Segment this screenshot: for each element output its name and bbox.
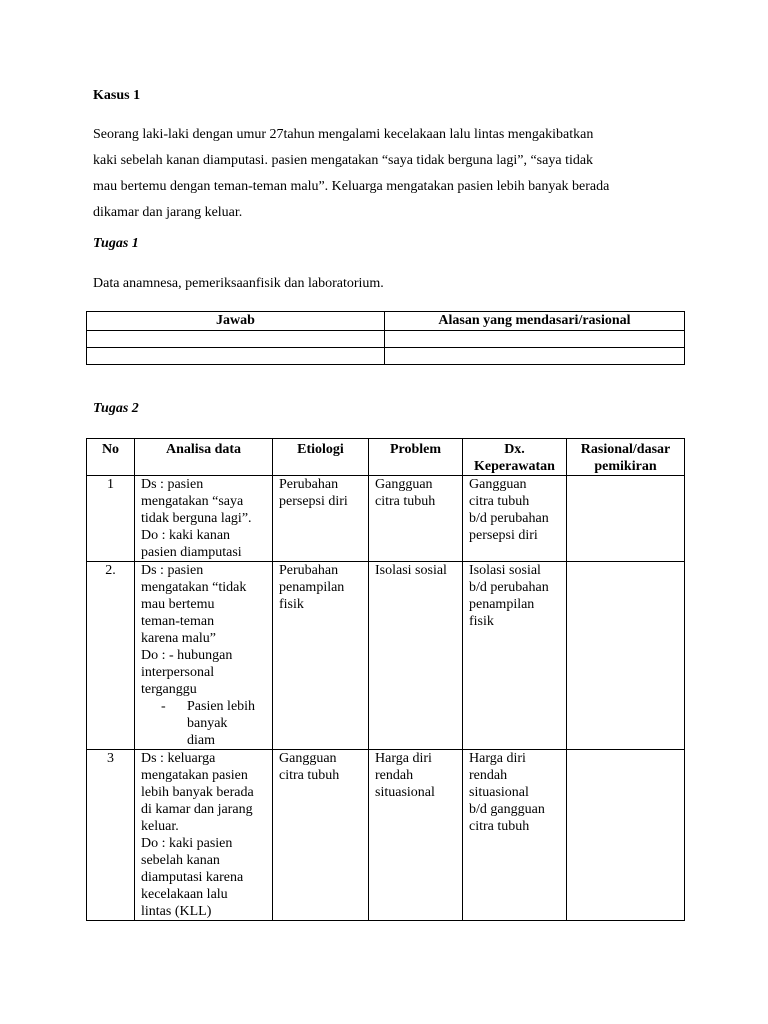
dx-cell bbox=[463, 562, 567, 750]
cell-line: Pasien lebih bbox=[187, 699, 256, 714]
rasional-cell[interactable] bbox=[567, 562, 685, 750]
cell-line: Ds : pasien bbox=[141, 477, 204, 492]
cell-line: fisik bbox=[279, 597, 304, 612]
case-line: dikamar dan jarang keluar. bbox=[93, 205, 243, 220]
row-number: 2. bbox=[87, 562, 135, 750]
cell-line: b/d perubahan bbox=[469, 511, 549, 526]
cell-line: pasien diamputasi bbox=[141, 545, 242, 560]
case-line: mau bertemu dengan teman-teman malu”. Keluarga mengatakan pasien lebih banyak berada bbox=[93, 179, 610, 194]
table-row bbox=[87, 476, 685, 562]
header-line: pemikiran bbox=[594, 459, 657, 474]
case-line: Seorang laki-laki dengan umur 27tahun mengalami kecelakaan lalu lintas mengakibatkan bbox=[93, 127, 594, 142]
header-analisa-data: Analisa data bbox=[135, 439, 273, 476]
answer-cell[interactable] bbox=[87, 348, 385, 365]
cell-line: teman-teman bbox=[141, 614, 215, 629]
case-line: kaki sebelah kanan diamputasi. pasien mengatakan “saya tidak berguna lagi”, “saya tidak bbox=[93, 153, 594, 168]
header-no: No bbox=[87, 439, 135, 476]
table-row bbox=[87, 348, 685, 365]
header-line: Rasional/dasar bbox=[580, 442, 671, 457]
analisa-cell bbox=[135, 750, 273, 921]
cell-line: lintas (KLL) bbox=[141, 904, 212, 919]
cell-line: tidak berguna lagi”. bbox=[141, 511, 252, 526]
cell-line: Isolasi sosial bbox=[469, 563, 541, 578]
row-number: 3 bbox=[87, 750, 135, 921]
table-header-row bbox=[87, 312, 685, 331]
cell-line: rendah bbox=[469, 768, 508, 783]
task-2-table bbox=[86, 438, 685, 921]
cell-line: Gangguan bbox=[469, 477, 527, 492]
table-row bbox=[87, 562, 685, 750]
header-jawab: Jawab bbox=[87, 312, 385, 331]
header-alasan: Alasan yang mendasari/rasional bbox=[385, 312, 685, 331]
task-1-title: Tugas 1 bbox=[93, 236, 139, 251]
cell-line: lebih banyak berada bbox=[141, 785, 254, 800]
dx-cell bbox=[463, 750, 567, 921]
cell-line: banyak bbox=[187, 716, 228, 731]
analisa-cell bbox=[135, 476, 273, 562]
cell-line: penampilan bbox=[469, 597, 535, 612]
cell-line: diam bbox=[187, 733, 215, 748]
cell-line: mengatakan “saya bbox=[141, 494, 244, 509]
reason-cell[interactable] bbox=[385, 348, 685, 365]
etiologi-cell bbox=[273, 750, 369, 921]
answer-cell[interactable] bbox=[87, 331, 385, 348]
cell-line: citra tubuh bbox=[469, 494, 530, 509]
etiologi-cell bbox=[273, 562, 369, 750]
cell-line: Gangguan bbox=[375, 477, 433, 492]
cell-line: interpersonal bbox=[141, 665, 215, 680]
dash-bullet: - bbox=[161, 699, 166, 714]
header-rasional bbox=[567, 439, 685, 476]
cell-line: Do : kaki pasien bbox=[141, 836, 233, 851]
etiologi-cell bbox=[273, 476, 369, 562]
row-number: 1 bbox=[87, 476, 135, 562]
cell-line: mengatakan “tidak bbox=[141, 580, 247, 595]
task-1-subtitle: Data anamnesa, pemeriksaanfisik dan laboratorium. bbox=[93, 276, 384, 291]
cell-line: persepsi diri bbox=[279, 494, 348, 509]
cell-line: karena malu” bbox=[141, 631, 217, 646]
cell-line: fisik bbox=[469, 614, 494, 629]
cell-line: Harga diri bbox=[469, 751, 526, 766]
header-problem: Problem bbox=[369, 439, 463, 476]
table-row bbox=[87, 331, 685, 348]
cell-line: di kamar dan jarang bbox=[141, 802, 253, 817]
cell-line: Harga diri bbox=[375, 751, 432, 766]
case-description bbox=[93, 122, 693, 226]
cell-line: Do : kaki kanan bbox=[141, 528, 231, 543]
cell-line: rendah bbox=[375, 768, 414, 783]
cell-line: Ds : keluarga bbox=[141, 751, 216, 766]
bullet-line bbox=[161, 698, 267, 715]
analisa-cell bbox=[135, 562, 273, 750]
task-1-table bbox=[86, 311, 685, 365]
cell-line: penampilan bbox=[279, 580, 345, 595]
cell-line: citra tubuh bbox=[375, 494, 436, 509]
cell-line: terganggu bbox=[141, 682, 197, 697]
cell-line: citra tubuh bbox=[279, 768, 340, 783]
cell-line: sebelah kanan bbox=[141, 853, 220, 868]
rasional-cell[interactable] bbox=[567, 476, 685, 562]
rasional-cell[interactable] bbox=[567, 750, 685, 921]
cell-line: persepsi diri bbox=[469, 528, 538, 543]
problem-cell bbox=[369, 476, 463, 562]
problem-cell bbox=[369, 562, 463, 750]
table-row bbox=[87, 750, 685, 921]
cell-line: situasional bbox=[469, 785, 529, 800]
reason-cell[interactable] bbox=[385, 331, 685, 348]
cell-line: Do : - hubungan bbox=[141, 648, 233, 663]
cell-line: kecelakaan lalu bbox=[141, 887, 228, 902]
cell-line: mau bertemu bbox=[141, 597, 215, 612]
task-2-title: Tugas 2 bbox=[93, 401, 139, 416]
cell-line: Gangguan bbox=[279, 751, 337, 766]
header-line: Dx. bbox=[504, 442, 525, 457]
problem-cell bbox=[369, 750, 463, 921]
cell-line: mengatakan pasien bbox=[141, 768, 248, 783]
cell-line: Perubahan bbox=[279, 563, 339, 578]
case-title: Kasus 1 bbox=[93, 88, 141, 103]
cell-line: citra tubuh bbox=[469, 819, 530, 834]
dx-cell bbox=[463, 476, 567, 562]
table-header-row bbox=[87, 439, 685, 476]
header-line: Keperawatan bbox=[474, 459, 555, 474]
cell-line: Ds : pasien bbox=[141, 563, 204, 578]
header-dx-keperawatan bbox=[463, 439, 567, 476]
bullet-list-item bbox=[141, 698, 267, 749]
header-etiologi: Etiologi bbox=[273, 439, 369, 476]
cell-line: b/d gangguan bbox=[469, 802, 545, 817]
cell-line: Perubahan bbox=[279, 477, 339, 492]
cell-line: b/d perubahan bbox=[469, 580, 549, 595]
cell-line: diamputasi karena bbox=[141, 870, 244, 885]
cell-line: Isolasi sosial bbox=[375, 563, 447, 578]
cell-line: situasional bbox=[375, 785, 435, 800]
cell-line: keluar. bbox=[141, 819, 179, 834]
